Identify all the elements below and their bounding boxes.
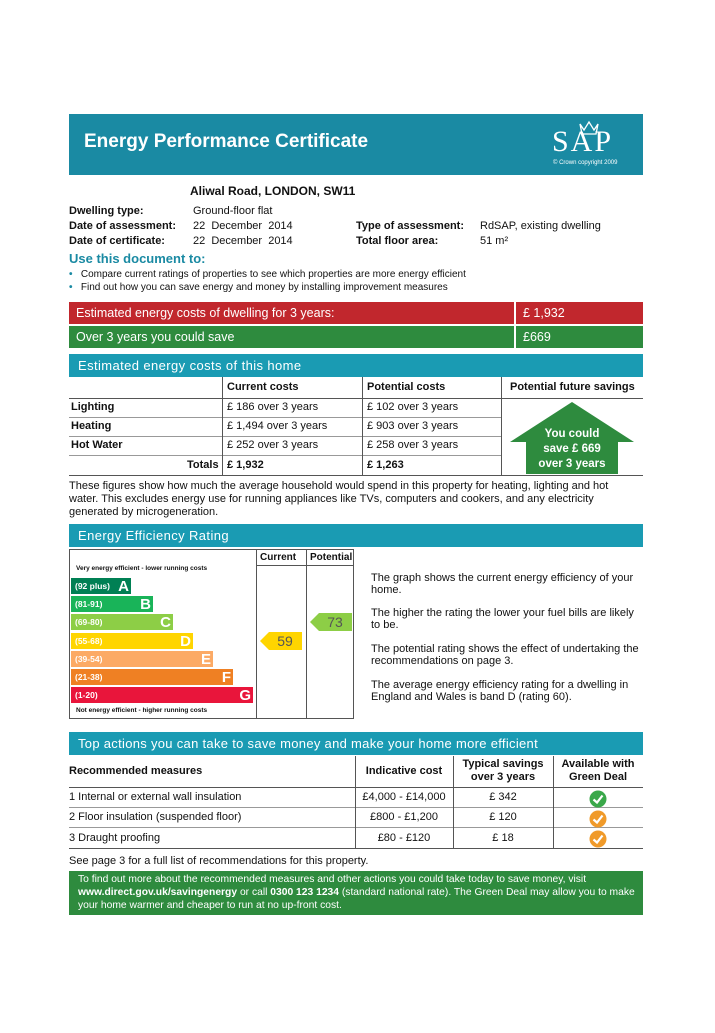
- dwelling-type-value: Ground-floor flat: [193, 205, 273, 217]
- row-lighting-potential: £ 102 over 3 years: [367, 401, 459, 413]
- row-hotwater-current: £ 252 over 3 years: [227, 439, 319, 451]
- current-rating-arrow: [260, 632, 302, 650]
- col-current-costs: Current costs: [227, 381, 299, 393]
- use-bullet-text: Find out how you can save energy and money by installing improvement measures: [80, 282, 448, 293]
- green-deal-check-icon: [589, 830, 607, 848]
- use-bullet-text: Compare current ratings of properties to see which properties are more energy efficient: [80, 269, 466, 280]
- col-typical-savings-line-2: over 3 years: [470, 771, 536, 783]
- row-heating-label: Heating: [71, 420, 112, 432]
- footer-text-2: or call: [237, 887, 271, 898]
- could-save-value: £669: [523, 330, 551, 344]
- total-current: £ 1,932: [227, 459, 264, 471]
- sap-logo-text: SAP: [552, 125, 614, 158]
- rating-band-range: (81-91): [75, 599, 103, 610]
- bullet-icon: •: [69, 269, 73, 280]
- address: Aliwal Road, LONDON, SW11: [190, 184, 356, 198]
- green-deal-check-icon: [589, 810, 607, 828]
- measure-2-cost: £800 - £1,200: [370, 811, 438, 823]
- measure-1-cost: £4,000 - £14,000: [362, 791, 446, 803]
- date-certificate-value: 22 December 2014: [193, 235, 293, 247]
- col-typical-savings-line-1: Typical savings: [462, 758, 544, 770]
- totals-label: Totals: [187, 459, 219, 471]
- row-hotwater-potential: £ 258 over 3 years: [367, 439, 459, 451]
- measures-table: [69, 756, 643, 850]
- green-deal-check-icon: [589, 790, 607, 808]
- footer-text-1: To find out more about the recommended measures and other actions you could take today to save money, visit: [78, 874, 587, 885]
- rating-text-1: The graph shows the current energy efficiency of your home.: [371, 572, 634, 596]
- savings-arrow-line-2: save £ 669: [543, 443, 601, 455]
- rating-band-letter: G: [239, 687, 251, 705]
- bullet-icon: •: [69, 282, 73, 293]
- rating-bottom-label: Not energy efficient - higher running costs: [76, 707, 208, 714]
- rating-band-b: [71, 596, 153, 612]
- floor-area-value: 51 m²: [480, 235, 509, 247]
- rating-band-range: (55-68): [75, 635, 103, 646]
- type-assessment-label: Type of assessment:: [356, 220, 465, 232]
- rating-band-c: [71, 614, 173, 630]
- potential-rating-arrow-value: 73: [327, 614, 343, 631]
- rating-band-letter: C: [160, 614, 171, 632]
- rating-text-3: The potential rating shows the effect of undertaking the recommendations on page 3.: [371, 643, 639, 667]
- rating-band-d: [71, 633, 193, 649]
- col-typical-savings: [453, 758, 553, 784]
- col-measures: Recommended measures: [69, 765, 203, 777]
- date-assessment-value: 22 December 2014: [193, 220, 293, 232]
- rating-band-letter: B: [140, 596, 151, 614]
- footer-text-3: (standard national rate). The Green Deal may allow you to make your home warmer and cheaper to run at no up-front cost.: [78, 887, 635, 911]
- measure-3-saving: £ 18: [492, 832, 514, 844]
- measure-2-saving: £ 120: [489, 811, 517, 823]
- rating-band-letter: E: [200, 650, 211, 668]
- measure-3-cost: £80 - £120: [377, 832, 431, 844]
- row-lighting-label: Lighting: [71, 401, 115, 413]
- page-title: Energy Performance Certificate: [84, 131, 369, 152]
- current-rating-arrow-value: 59: [277, 632, 293, 649]
- savings-arrow-line-1: You could: [544, 428, 600, 440]
- footer-text: [78, 873, 638, 912]
- rating-band-range: (1-20): [75, 690, 98, 701]
- row-heating-current: £ 1,494 over 3 years: [227, 420, 328, 432]
- date-certificate-label: Date of certificate:: [69, 235, 165, 247]
- estimated-cost-label: Estimated energy costs of dwelling for 3 years:: [76, 306, 335, 320]
- rating-band-letter: F: [221, 669, 231, 686]
- dwelling-type-label: Dwelling type:: [69, 205, 144, 217]
- estimated-cost-value: £ 1,932: [523, 306, 565, 320]
- type-assessment-value: RdSAP, existing dwelling: [480, 220, 601, 232]
- measure-2: 2 Floor insulation (suspended floor): [69, 811, 242, 823]
- measure-3: 3 Draught proofing: [69, 832, 161, 844]
- row-hotwater-label: Hot Water: [71, 439, 123, 451]
- row-lighting-current: £ 186 over 3 years: [227, 401, 319, 413]
- costs-table: [69, 377, 643, 476]
- use-document-heading: Use this document to:: [69, 251, 206, 266]
- see-page-note: See page 3 for a full list of recommendations for this property.: [69, 855, 369, 867]
- col-green-deal: [553, 758, 643, 784]
- rating-band-letter: A: [118, 578, 129, 595]
- col-potential-costs: Potential costs: [367, 381, 446, 393]
- costs-heading: Estimated energy costs of this home: [78, 358, 302, 373]
- col-future-savings: Potential future savings: [510, 381, 635, 393]
- footer-link[interactable]: www.direct.gov.uk/savingenergy: [78, 887, 238, 898]
- costs-note: These figures show how much the average household would spend in this property for heating, lighting and hot water. This excludes energy use for running appliances like TVs, computers and cookers, and any electricity generated by microgeneration.: [69, 480, 609, 518]
- footer-phone: 0300 123 1234: [270, 887, 339, 898]
- rating-band-range: (69-80): [75, 617, 103, 628]
- row-heating-potential: £ 903 over 3 years: [367, 420, 459, 432]
- rating-band-range: (39-54): [75, 653, 103, 664]
- total-potential: £ 1,263: [367, 459, 404, 471]
- could-save-label: Over 3 years you could save: [76, 330, 235, 344]
- sap-copyright: © Crown copyright 2009: [553, 160, 618, 166]
- col-indicative-cost: Indicative cost: [365, 765, 443, 777]
- potential-rating-arrow: [310, 613, 352, 631]
- rating-col-current: Current: [260, 552, 297, 563]
- rating-heading: Energy Efficiency Rating: [78, 528, 229, 543]
- floor-area-label: Total floor area:: [356, 235, 439, 247]
- rating-top-label: Very energy efficient - lower running costs: [76, 565, 208, 572]
- rating-band-g: [71, 687, 253, 703]
- col-green-deal-line-2: Green Deal: [568, 771, 628, 783]
- savings-arrow-line-3: over 3 years: [538, 458, 606, 470]
- rating-band-e: [71, 651, 213, 667]
- col-green-deal-line-1: Available with: [561, 758, 635, 770]
- measure-1: 1 Internal or external wall insulation: [69, 791, 242, 803]
- date-assessment-label: Date of assessment:: [69, 220, 176, 232]
- measure-1-saving: £ 342: [489, 791, 517, 803]
- rating-text-2: The higher the rating the lower your fuel bills are likely to be.: [371, 607, 634, 631]
- rating-band-f: [71, 669, 233, 685]
- rating-text-4: The average energy efficiency rating for a dwelling in England and Wales is band D (rating 60).: [371, 679, 629, 703]
- rating-band-a: [71, 578, 131, 594]
- rating-band-range: (92 plus): [75, 581, 110, 591]
- actions-heading: Top actions you can take to save money and make your home more efficient: [78, 736, 538, 751]
- use-bullet-1: [69, 269, 466, 280]
- savings-arrow-text: [526, 427, 618, 472]
- rating-band-range: (21-38): [75, 672, 103, 682]
- rating-col-potential: Potential: [310, 552, 353, 563]
- use-bullet-2: [69, 282, 448, 293]
- rating-band-letter: D: [180, 632, 191, 650]
- rating-chart: [69, 549, 354, 719]
